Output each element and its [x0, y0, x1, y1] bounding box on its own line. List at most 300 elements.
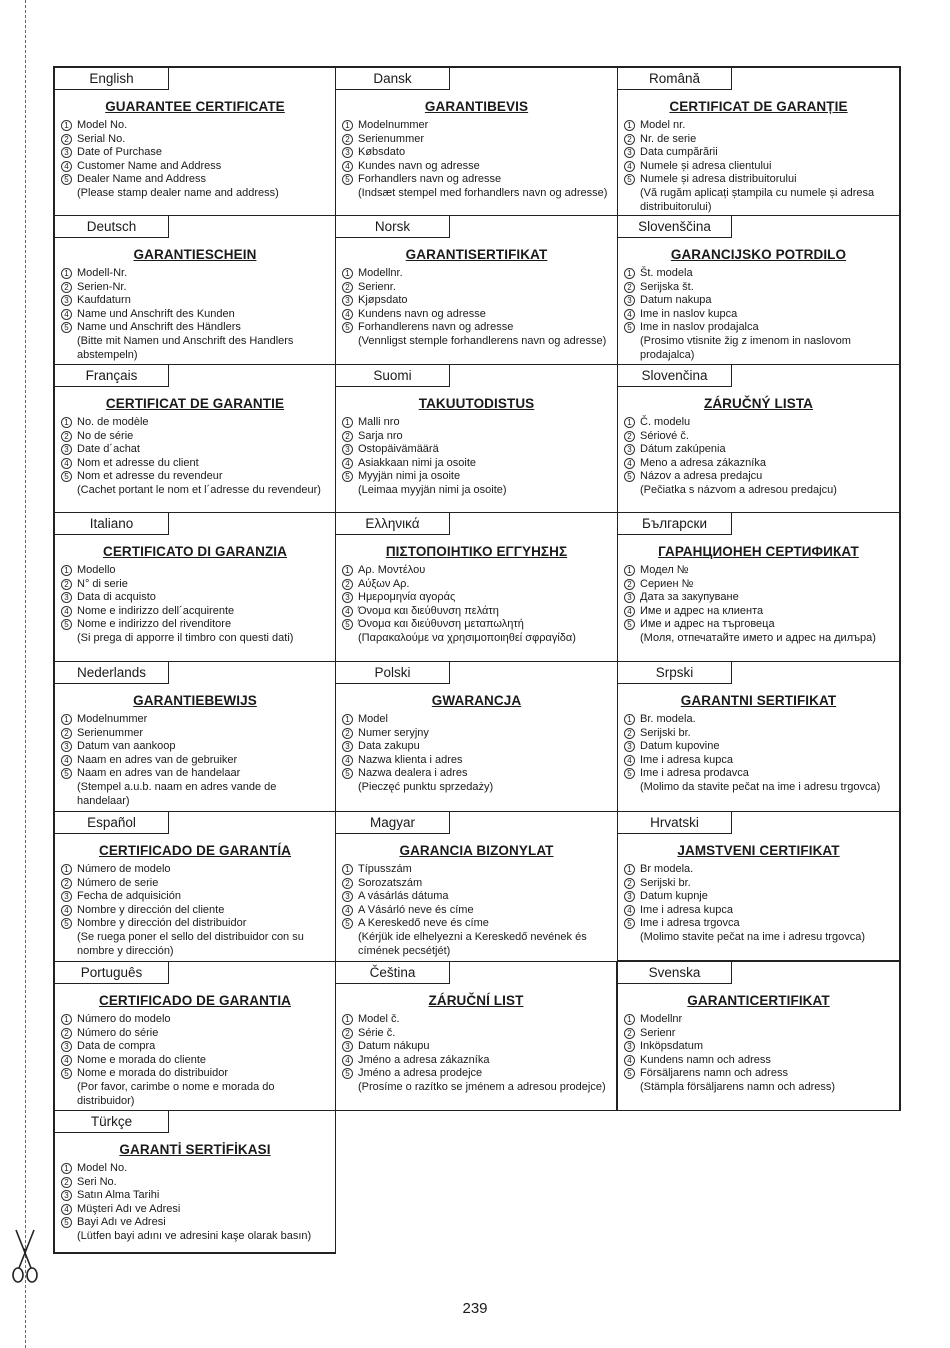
- number-3-icon: 3: [342, 741, 353, 752]
- stamp-note: (Vennligst stemple forhandlerens navn og adresse): [358, 334, 607, 347]
- field-label: Názov a adresa predajcu: [640, 470, 763, 483]
- field-label: Fecha de adquisición: [77, 890, 181, 903]
- field-item: [624, 917, 895, 931]
- field-label: Típusszám: [358, 863, 412, 875]
- number-5-icon: 5: [624, 918, 635, 929]
- guarantee-card: [335, 661, 618, 812]
- field-item: [61, 1162, 331, 1176]
- number-1-icon: 1: [624, 417, 635, 428]
- field-label: Ime i adresa trgovca: [640, 917, 740, 930]
- number-1-icon: 1: [624, 714, 635, 725]
- number-5-icon: 5: [61, 768, 72, 779]
- field-item: [61, 591, 331, 605]
- field-item: [342, 1040, 612, 1054]
- field-item: [342, 863, 613, 877]
- stamp-note: (Stämpla försäljarens namn och adress): [640, 1080, 836, 1093]
- guarantee-card: [617, 66, 901, 216]
- number-2-icon: 2: [342, 1028, 353, 1039]
- number-4-icon: 4: [624, 606, 635, 617]
- field-item: [624, 294, 895, 308]
- field-item: [624, 119, 895, 133]
- field-label: Όνομα και διεύθυνση μεταπωλητή: [358, 618, 524, 631]
- guarantee-card: [335, 215, 618, 365]
- number-2-icon: 2: [61, 1177, 72, 1188]
- field-item: [624, 1027, 895, 1041]
- field-label: Købsdato: [358, 146, 406, 159]
- number-1-icon: 1: [624, 864, 635, 875]
- number-3-icon: 3: [61, 147, 72, 158]
- language-tab: English: [55, 68, 169, 90]
- language-tab: Português: [55, 962, 169, 984]
- certificate-title: ΠΙΣΤΟΠΟΙΗΤΙΚΟ ΕΓΓΥΗΣΗΣ: [385, 544, 568, 559]
- certificate-title: ГАРАНЦИОНЕН СЕРТИФИКАТ: [658, 544, 859, 559]
- field-label: Modell-Nr.: [77, 267, 128, 279]
- field-label: Model č.: [358, 1013, 400, 1025]
- field-item: [342, 308, 613, 322]
- field-label: Nazwa klienta i adres: [358, 753, 463, 766]
- number-1-icon: 1: [342, 120, 353, 131]
- field-item: [624, 430, 895, 444]
- number-2-icon: 2: [624, 431, 635, 442]
- number-2-icon: 2: [624, 878, 635, 889]
- number-3-icon: 3: [342, 444, 353, 455]
- field-item: [61, 1040, 331, 1054]
- number-4-icon: 4: [61, 1055, 72, 1066]
- certificate-title: GARANTIBEVIS: [424, 99, 529, 114]
- field-item: [624, 863, 895, 877]
- stamp-note: (Prosíme o razítko se jménem a adresou prodejce): [358, 1080, 606, 1093]
- guarantee-card: [53, 1110, 336, 1254]
- language-tab: Español: [55, 812, 169, 834]
- field-item: [61, 321, 331, 335]
- field-item: [342, 754, 613, 768]
- field-item: [61, 917, 331, 931]
- number-2-icon: 2: [342, 878, 353, 889]
- field-label: A Vásárló neve és címe: [358, 903, 474, 916]
- stamp-note: (Pečiatka s názvom a adresou predajcu): [640, 483, 837, 496]
- field-item: [342, 1067, 612, 1081]
- number-2-icon: 2: [342, 282, 353, 293]
- stamp-note: (Vă rugăm aplicați ștampila cu numele și adresa distribuitorului): [640, 186, 875, 213]
- field-label: Br modela.: [640, 863, 694, 875]
- field-label: Modellnr: [640, 1013, 683, 1025]
- field-item: [624, 443, 895, 457]
- field-item: [61, 416, 331, 430]
- number-4-icon: 4: [624, 755, 635, 766]
- field-label: Numer seryjny: [358, 726, 429, 739]
- number-1-icon: 1: [61, 864, 72, 875]
- number-1-icon: 1: [342, 864, 353, 875]
- field-item: [61, 578, 331, 592]
- field-item: [342, 267, 613, 281]
- number-3-icon: 3: [61, 1190, 72, 1201]
- field-label: Data zakupu: [358, 740, 420, 753]
- number-5-icon: 5: [342, 174, 353, 185]
- language-tab: Hrvatski: [618, 812, 732, 834]
- certificate-title: ZÁRUČNÝ LISTA: [703, 396, 814, 411]
- certificate-title: GARANTICERTIFIKAT: [687, 993, 830, 1008]
- field-label: Dátum zakúpenia: [640, 443, 726, 456]
- field-item: [624, 470, 895, 484]
- field-label: A vásárlás dátuma: [358, 890, 449, 903]
- field-item: [624, 1067, 895, 1081]
- field-label: Número de serie: [77, 876, 159, 889]
- field-item: [342, 430, 613, 444]
- field-label: Nome e indirizzo dell´acquirente: [77, 604, 235, 617]
- field-list: [624, 564, 895, 646]
- field-item: [61, 1176, 331, 1190]
- field-label: Ostopäivämäärä: [358, 443, 439, 456]
- field-label: Asiakkaan nimi ja osoite: [358, 456, 477, 469]
- number-3-icon: 3: [61, 592, 72, 603]
- number-3-icon: 3: [342, 1041, 353, 1052]
- field-label: No de série: [77, 429, 134, 442]
- stamp-note: (Indsæt stempel med forhandlers navn og adresse): [358, 186, 608, 199]
- field-label: Sarja nro: [358, 429, 403, 442]
- stamp-note: (Please stamp dealer name and address): [77, 186, 279, 199]
- field-label: Série č.: [358, 1026, 396, 1039]
- field-label: Modello: [77, 564, 116, 576]
- number-1-icon: 1: [624, 1014, 635, 1025]
- guarantee-card: [53, 512, 336, 662]
- cut-line: [25, 0, 26, 1348]
- language-tab: Srpski: [618, 662, 732, 684]
- guarantee-card: [335, 364, 618, 513]
- stamp-note: (Leimaa myyjän nimi ja osoite): [358, 483, 507, 496]
- field-label: Ime i adresa kupca: [640, 903, 733, 916]
- number-1-icon: 1: [342, 565, 353, 576]
- guarantee-card: [335, 961, 618, 1111]
- field-label: Model nr.: [640, 119, 686, 131]
- certificate-title: JAMSTVENI CERTIFIKAT: [677, 843, 840, 858]
- field-label: Kundens namn och adress: [640, 1053, 771, 1066]
- number-5-icon: 5: [624, 619, 635, 630]
- page-number: 239: [462, 1300, 488, 1317]
- field-item: [342, 564, 613, 578]
- number-2-icon: 2: [624, 728, 635, 739]
- field-item: [342, 470, 613, 484]
- field-item: [342, 160, 613, 174]
- field-list: [61, 1013, 331, 1108]
- field-item: [61, 740, 331, 754]
- language-tab: Български: [618, 513, 732, 535]
- guarantee-card: [53, 215, 336, 365]
- field-label: Meno a adresa zákazníka: [640, 456, 766, 469]
- field-item: [61, 173, 331, 187]
- field-item: [342, 119, 613, 133]
- number-4-icon: 4: [624, 905, 635, 916]
- number-3-icon: 3: [342, 891, 353, 902]
- stamp-note: (Моля, отпечатайте името и адрес на дилъра): [640, 631, 876, 644]
- field-label: Ime i adresa kupca: [640, 753, 733, 766]
- field-item: [342, 457, 613, 471]
- field-label: Serijska št.: [640, 280, 694, 293]
- field-label: Nom et adresse du revendeur: [77, 470, 223, 483]
- number-2-icon: 2: [61, 878, 72, 889]
- guarantee-card: [53, 364, 336, 513]
- scissors-icon: [9, 1228, 41, 1284]
- field-label: Serienummer: [77, 726, 144, 739]
- number-1-icon: 1: [61, 1163, 72, 1174]
- field-item: [61, 713, 331, 727]
- number-4-icon: 4: [61, 161, 72, 172]
- guarantee-card: [53, 961, 336, 1111]
- field-label: Serienummer: [358, 132, 425, 145]
- field-label: Modellnr.: [358, 267, 403, 279]
- field-label: Ime i adresa prodavca: [640, 767, 749, 780]
- field-item: [61, 294, 331, 308]
- stamp-note: (Si prega di apporre il timbro con questi dati): [77, 631, 294, 644]
- number-5-icon: 5: [342, 619, 353, 630]
- field-label: Model No.: [77, 1162, 128, 1174]
- field-item: [342, 1027, 612, 1041]
- field-label: Serien-Nr.: [77, 280, 127, 293]
- field-item: [342, 133, 613, 147]
- field-label: Numele și adresa distribuitorului: [640, 173, 797, 186]
- stamp-note: (Cachet portant le nom et l´adresse du revendeur): [77, 483, 321, 496]
- field-label: Nr. de serie: [640, 132, 697, 145]
- field-item: [61, 430, 331, 444]
- field-label: Datum kupovine: [640, 740, 720, 753]
- number-3-icon: 3: [61, 295, 72, 306]
- number-2-icon: 2: [342, 579, 353, 590]
- field-list: [342, 416, 613, 498]
- field-label: Date of Purchase: [77, 146, 162, 159]
- field-item: [61, 1067, 331, 1081]
- language-tab: Suomi: [336, 365, 450, 387]
- number-2-icon: 2: [342, 134, 353, 145]
- language-tab: Ελληνικά: [336, 513, 450, 535]
- field-label: Име и адрес на търговеца: [640, 618, 775, 631]
- number-1-icon: 1: [342, 714, 353, 725]
- number-5-icon: 5: [61, 471, 72, 482]
- field-item: [624, 308, 895, 322]
- field-item: [624, 160, 895, 174]
- field-list: [61, 1162, 331, 1244]
- field-label: Име и адрес на клиента: [640, 604, 764, 617]
- field-label: Αύξων Αρ.: [358, 577, 410, 590]
- number-5-icon: 5: [624, 1068, 635, 1079]
- number-5-icon: 5: [342, 918, 353, 929]
- field-list: [61, 416, 331, 498]
- field-item: [61, 618, 331, 632]
- number-2-icon: 2: [624, 282, 635, 293]
- number-4-icon: 4: [624, 309, 635, 320]
- language-tab: Română: [618, 68, 732, 90]
- field-label: Br. modela.: [640, 713, 696, 725]
- certificate-title: GARANTİ SERTİFİKASI: [119, 1142, 271, 1157]
- field-label: No. de modèle: [77, 416, 149, 428]
- number-2-icon: 2: [61, 431, 72, 442]
- field-list: [61, 564, 331, 646]
- field-item: [624, 605, 895, 619]
- field-label: Número de modelo: [77, 863, 171, 875]
- field-item: [624, 591, 895, 605]
- stamp-note: (Prosimo vtisnite žig z imenom in naslovom prodajalca): [640, 334, 851, 361]
- guarantee-card: [617, 811, 901, 962]
- guarantee-card: [335, 811, 618, 962]
- language-tab: Deutsch: [55, 216, 169, 238]
- field-label: Malli nro: [358, 416, 400, 428]
- number-3-icon: 3: [624, 147, 635, 158]
- guarantee-card: [53, 811, 336, 962]
- field-label: Dealer Name and Address: [77, 173, 207, 186]
- field-item: [342, 713, 613, 727]
- number-4-icon: 4: [61, 458, 72, 469]
- number-5-icon: 5: [61, 619, 72, 630]
- field-item: [624, 767, 895, 781]
- field-label: Satın Alma Tarihi: [77, 1189, 160, 1202]
- field-item: [61, 281, 331, 295]
- field-item: [342, 727, 613, 741]
- number-4-icon: 4: [624, 458, 635, 469]
- field-label: A Kereskedő neve és címe: [358, 917, 489, 930]
- field-item: [624, 267, 895, 281]
- number-3-icon: 3: [61, 444, 72, 455]
- field-list: [61, 863, 331, 958]
- field-item: [342, 281, 613, 295]
- field-label: Date d´achat: [77, 443, 140, 456]
- field-list: [624, 1013, 895, 1095]
- number-3-icon: 3: [342, 295, 353, 306]
- number-5-icon: 5: [624, 174, 635, 185]
- field-item: [342, 416, 613, 430]
- field-item: [61, 457, 331, 471]
- field-item: [61, 1203, 331, 1217]
- field-label: Datum van aankoop: [77, 740, 176, 753]
- stamp-note: (Παρακαλούμε να χρησιμοποιηθεί σφραγίδα): [358, 631, 576, 644]
- field-list: [342, 564, 613, 646]
- number-4-icon: 4: [342, 606, 353, 617]
- number-3-icon: 3: [342, 147, 353, 158]
- field-list: [342, 713, 613, 795]
- field-item: [342, 767, 613, 781]
- field-item: [342, 173, 613, 187]
- number-5-icon: 5: [342, 1068, 353, 1079]
- field-label: Name und Anschrift des Händlers: [77, 321, 241, 334]
- field-item: [61, 470, 331, 484]
- language-tab: Polski: [336, 662, 450, 684]
- stamp-note: (Molimo stavite pečat na ime i adresu trgovca): [640, 930, 865, 943]
- field-label: Name und Anschrift des Kunden: [77, 307, 235, 320]
- number-1-icon: 1: [342, 268, 353, 279]
- field-label: Seri No.: [77, 1175, 117, 1188]
- field-label: Дата за закупуване: [640, 591, 739, 604]
- number-2-icon: 2: [342, 431, 353, 442]
- field-item: [61, 877, 331, 891]
- number-4-icon: 4: [624, 1055, 635, 1066]
- field-item: [342, 877, 613, 891]
- language-tab: Magyar: [336, 812, 450, 834]
- field-list: [624, 713, 895, 795]
- field-item: [61, 767, 331, 781]
- stamp-note: (Kérjük ide elhelyezni a Kereskedő nevének és címének pecsétjét): [358, 930, 587, 957]
- guarantee-card: [617, 215, 901, 365]
- number-3-icon: 3: [342, 592, 353, 603]
- field-label: Jméno a adresa zákazníka: [358, 1053, 490, 1066]
- field-label: Nombre y dirección del cliente: [77, 903, 225, 916]
- guarantee-card: [53, 661, 336, 812]
- field-list: [61, 713, 331, 808]
- number-4-icon: 4: [342, 458, 353, 469]
- field-item: [624, 578, 895, 592]
- field-item: [61, 564, 331, 578]
- field-item: [342, 321, 613, 335]
- field-label: Försäljarens namn och adress: [640, 1067, 788, 1080]
- field-label: Αρ. Μοντέλου: [358, 564, 426, 576]
- field-label: Model No.: [77, 119, 128, 131]
- field-label: Numele și adresa clientului: [640, 159, 772, 172]
- certificate-title: CERTIFICAT DE GARANȚIE: [669, 99, 848, 114]
- number-1-icon: 1: [624, 268, 635, 279]
- field-item: [342, 618, 613, 632]
- certificate-title: GWARANCJA: [431, 693, 522, 708]
- number-3-icon: 3: [624, 741, 635, 752]
- field-item: [342, 294, 613, 308]
- certificate-title: GARANTNI SERTIFIKAT: [680, 693, 837, 708]
- number-5-icon: 5: [342, 768, 353, 779]
- number-2-icon: 2: [61, 134, 72, 145]
- field-item: [342, 890, 613, 904]
- number-5-icon: 5: [61, 174, 72, 185]
- field-item: [624, 173, 895, 187]
- number-3-icon: 3: [624, 891, 635, 902]
- field-item: [624, 1040, 895, 1054]
- field-label: Sorozatszám: [358, 876, 423, 889]
- certificate-title: GUARANTEE CERTIFICATE: [105, 99, 285, 114]
- number-5-icon: 5: [624, 322, 635, 333]
- field-label: Ημερομηνία αγοράς: [358, 591, 456, 604]
- field-label: Модел №: [640, 564, 689, 576]
- field-item: [624, 564, 895, 578]
- guarantee-card: [617, 512, 901, 662]
- certificate-title: GARANCIJSKO POTRDILO: [670, 247, 847, 262]
- guarantee-card: [617, 661, 901, 812]
- number-2-icon: 2: [624, 1028, 635, 1039]
- field-item: [61, 754, 331, 768]
- field-item: [61, 443, 331, 457]
- field-item: [624, 904, 895, 918]
- field-label: Kundens navn og adresse: [358, 307, 486, 320]
- guarantee-card: [617, 961, 901, 1111]
- number-5-icon: 5: [61, 918, 72, 929]
- guarantee-card: [617, 364, 901, 513]
- number-4-icon: 4: [342, 161, 353, 172]
- field-label: Müşteri Adı ve Adresi: [77, 1202, 181, 1215]
- number-2-icon: 2: [624, 134, 635, 145]
- field-item: [61, 133, 331, 147]
- field-item: [624, 877, 895, 891]
- field-list: [61, 119, 331, 201]
- number-3-icon: 3: [61, 1041, 72, 1052]
- number-3-icon: 3: [61, 891, 72, 902]
- field-label: Št. modela: [640, 267, 693, 279]
- field-label: Número do série: [77, 1026, 159, 1039]
- field-item: [61, 146, 331, 160]
- stamp-note: (Lütfen bayi adını ve adresini kaşe olarak basın): [77, 1229, 312, 1242]
- field-item: [624, 713, 895, 727]
- number-1-icon: 1: [61, 714, 72, 725]
- guarantee-card: [335, 66, 618, 216]
- field-list: [342, 863, 613, 958]
- field-label: Inköpsdatum: [640, 1040, 703, 1053]
- field-item: [61, 890, 331, 904]
- field-label: Modelnummer: [77, 713, 148, 725]
- number-4-icon: 4: [61, 905, 72, 916]
- field-label: Serijski br.: [640, 876, 691, 889]
- number-4-icon: 4: [342, 309, 353, 320]
- language-tab: Čeština: [336, 962, 450, 984]
